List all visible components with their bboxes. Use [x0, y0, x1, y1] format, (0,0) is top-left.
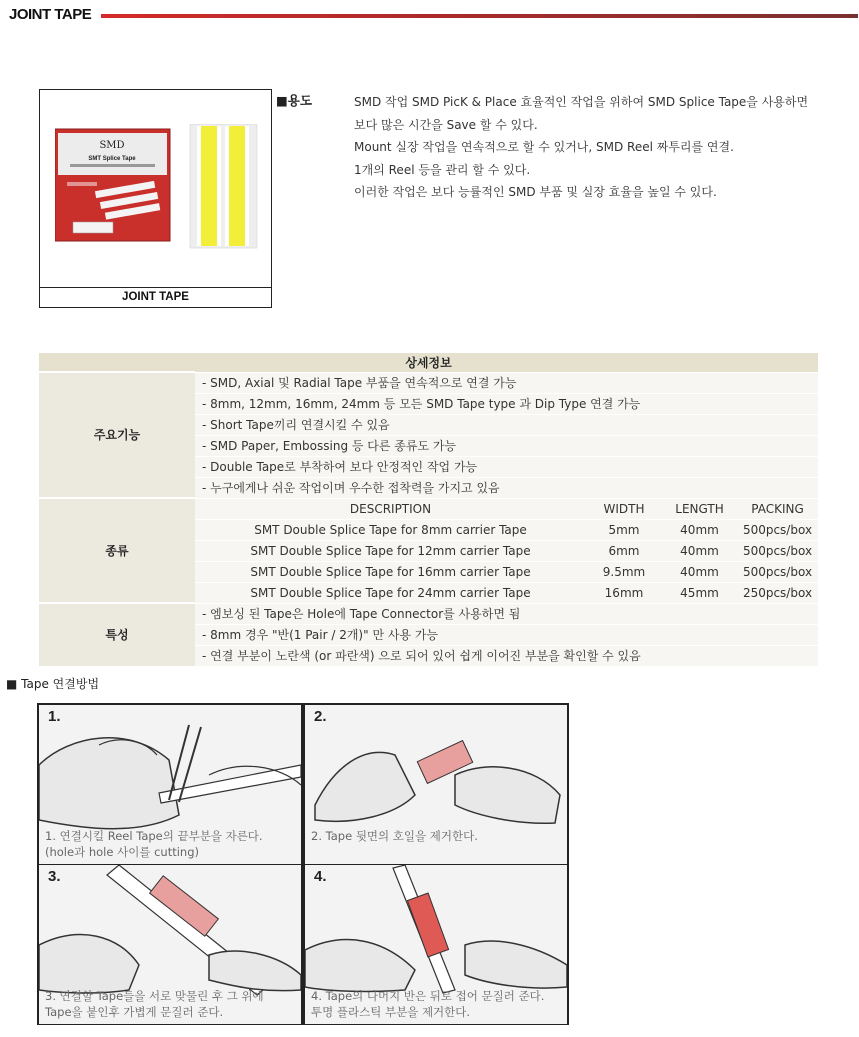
step-2-panel	[305, 705, 567, 864]
trait-item: - 8mm 경우 "반(1 Pair / 2개)" 만 사용 가능	[195, 624, 818, 645]
usage-line: SMD 작업 SMD PicK & Place 효율적인 작업을 위하여 SMD Splice Tape을 사용하면	[354, 95, 809, 109]
step-number: 1.	[48, 708, 61, 725]
table-row	[195, 561, 818, 582]
caption-line: 4. Tape의 나머지 반은 뒤로 접어 문질러 준다.	[311, 989, 545, 1003]
title-underline-bar	[101, 14, 858, 18]
product-caption: JOINT TAPE	[40, 287, 271, 307]
step-caption	[311, 828, 563, 844]
row-width: 16mm	[586, 582, 662, 603]
box-subtitle: SMT Splice Tape	[88, 156, 136, 162]
details-header: 상세정보	[39, 353, 818, 372]
row-width: 5mm	[586, 519, 662, 540]
row-length: 45mm	[662, 582, 737, 603]
row-width: 9.5mm	[586, 561, 662, 582]
caption-line: Tape을 붙인후 가볍게 문질러 준다.	[45, 1005, 224, 1019]
step-4-panel	[305, 865, 567, 1024]
col-length: LENGTH	[662, 498, 737, 519]
feature-item: - Short Tape끼리 연결시킬 수 있음	[195, 414, 818, 435]
caption-line: 2. Tape 뒷면의 호일을 제거한다.	[311, 829, 478, 843]
product-photo	[55, 124, 260, 259]
usage-line: 보다 많은 시간을 Save 할 수 있다.	[354, 117, 538, 132]
trait-item: - 연결 부분이 노란색 (or 파란색) 으로 되어 있어 쉽게 이어진 부분을 확인할 수 있음	[195, 645, 818, 666]
row-packing: 500pcs/box	[737, 540, 818, 561]
product-image-box	[39, 89, 272, 308]
features-label: 주요기능	[39, 372, 195, 498]
usage-line: 이러한 작업은 보다 능률적인 SMD 부품 및 실장 효율을 높일 수 있다.	[354, 185, 717, 199]
feature-item: - SMD Paper, Embossing 등 다른 종류도 가능	[195, 435, 818, 456]
row-packing: 250pcs/box	[737, 582, 818, 603]
col-description: DESCRIPTION	[195, 498, 586, 519]
traits-label: 특성	[39, 603, 195, 666]
method-label: ■ Tape 연결방법	[6, 677, 100, 691]
caption-line: 1. 연결시킬 Reel Tape의 끝부분을 자른다.	[45, 829, 263, 843]
feature-item: - Double Tape로 부착하여 보다 안정적인 작업 가능	[195, 456, 818, 477]
row-width: 6mm	[586, 540, 662, 561]
step-caption	[311, 988, 563, 1020]
feature-item: - 누구에게나 쉬운 작업이며 우수한 접착력을 가지고 있음	[195, 477, 818, 498]
page-title: JOINT TAPE	[9, 6, 92, 23]
table-row	[195, 582, 818, 603]
table-row	[195, 540, 818, 561]
row-description: SMT Double Splice Tape for 8mm carrier Tape	[195, 519, 586, 540]
usage-line: Mount 실장 작업을 연속적으로 할 수 있거나, SMD Reel 짜투리를 연결.	[354, 140, 734, 154]
step-caption	[45, 988, 297, 1020]
feature-item: - SMD, Axial 및 Radial Tape 부품을 연속적으로 연결 가능	[195, 372, 818, 393]
step-3-panel	[39, 865, 301, 1024]
trait-item: - 엠보싱 된 Tape은 Hole에 Tape Connector를 사용하면 됨	[195, 603, 818, 624]
feature-item: - 8mm, 12mm, 16mm, 24mm 등 모든 SMD Tape type 과 Dip Type 연결 가능	[195, 393, 818, 414]
row-packing: 500pcs/box	[737, 519, 818, 540]
row-length: 40mm	[662, 561, 737, 582]
table-row	[195, 519, 818, 540]
row-length: 40mm	[662, 540, 737, 561]
step-number: 4.	[314, 868, 327, 885]
col-width: WIDTH	[586, 498, 662, 519]
method-illustration-panel	[37, 703, 569, 1025]
caption-line: 3. 연결할 Tape들을 서로 맞물린 후 그 위에	[45, 989, 264, 1003]
usage-description	[354, 91, 824, 204]
box-brand: SMD	[99, 140, 125, 151]
step-number: 2.	[314, 708, 327, 725]
caption-line: (hole과 hole 사이를 cutting)	[45, 845, 199, 859]
types-spec-table	[195, 498, 818, 603]
row-description: SMT Double Splice Tape for 16mm carrier Tape	[195, 561, 586, 582]
caption-line: 투명 플라스틱 부분을 제거한다.	[311, 1005, 471, 1019]
row-description: SMT Double Splice Tape for 24mm carrier Tape	[195, 582, 586, 603]
details-table	[39, 353, 818, 666]
step-caption	[45, 828, 297, 860]
row-length: 40mm	[662, 519, 737, 540]
usage-line: 1개의 Reel 등을 관리 할 수 있다.	[354, 162, 531, 177]
step-1-panel	[39, 705, 301, 864]
col-packing: PACKING	[737, 498, 818, 519]
row-description: SMT Double Splice Tape for 12mm carrier Tape	[195, 540, 586, 561]
row-packing: 500pcs/box	[737, 561, 818, 582]
step-number: 3.	[48, 868, 61, 885]
types-label: 종류	[39, 498, 195, 604]
usage-label: ■용도	[276, 93, 312, 108]
